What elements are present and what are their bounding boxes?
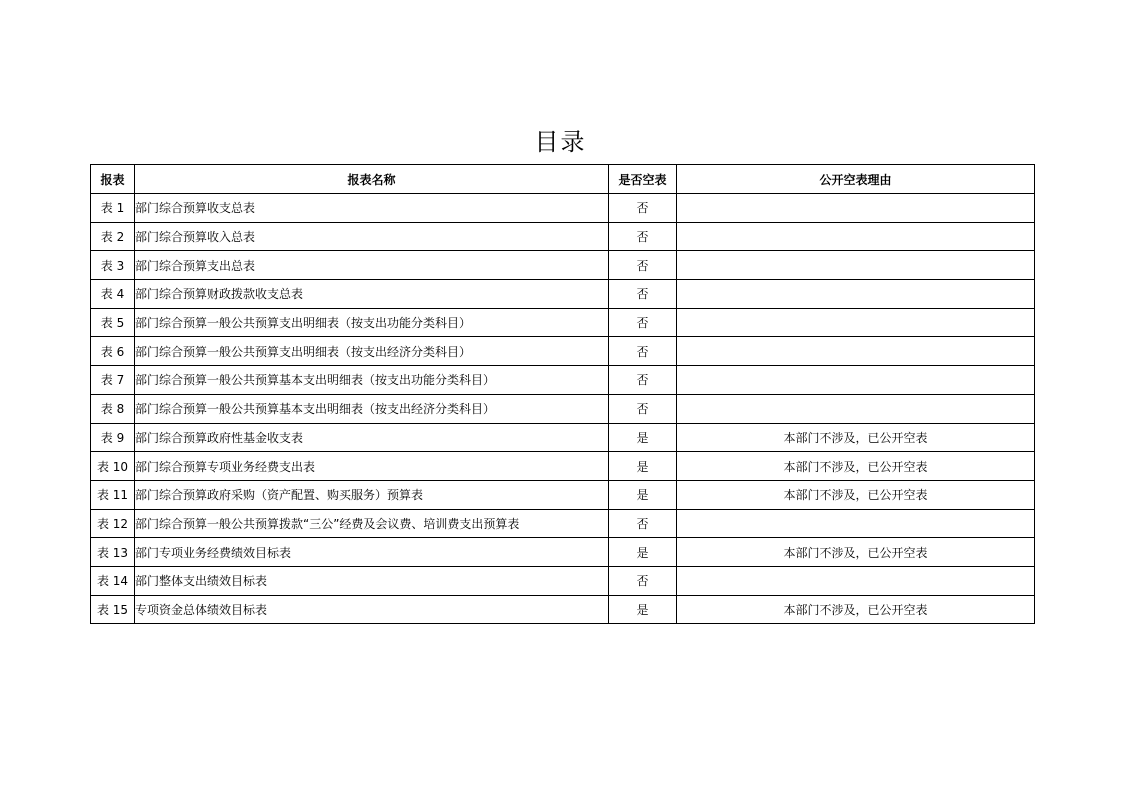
report-name-cell: 部门综合预算一般公共预算基本支出明细表（按支出经济分类科目） [135,394,609,423]
is-empty-cell: 否 [609,251,677,280]
empty-reason-cell [677,394,1035,423]
report-no-cell: 表 4 [91,280,135,309]
empty-reason-cell: 本部门不涉及，已公开空表 [677,423,1035,452]
empty-reason-cell [677,366,1035,395]
report-no-cell: 表 3 [91,251,135,280]
table-row [91,308,1035,337]
table-body [91,194,1035,624]
empty-reason-cell [677,566,1035,595]
report-no-cell: 表 8 [91,394,135,423]
empty-reason-cell [677,509,1035,538]
header-report-name: 报表名称 [135,165,609,194]
report-name-cell: 部门综合预算一般公共预算支出明细表（按支出经济分类科目） [135,337,609,366]
empty-reason-cell [677,222,1035,251]
is-empty-cell: 否 [609,194,677,223]
report-name-cell: 部门综合预算收入总表 [135,222,609,251]
is-empty-cell: 否 [609,280,677,309]
table-row [91,452,1035,481]
report-name-cell: 部门综合预算政府采购（资产配置、购买服务）预算表 [135,480,609,509]
table-row [91,538,1035,567]
empty-reason-cell [677,308,1035,337]
is-empty-cell: 是 [609,538,677,567]
table-row [91,394,1035,423]
table-row [91,566,1035,595]
is-empty-cell: 否 [609,222,677,251]
report-no-cell: 表 6 [91,337,135,366]
empty-reason-cell [677,251,1035,280]
report-no-cell: 表 1 [91,194,135,223]
table-row [91,366,1035,395]
table-row [91,423,1035,452]
is-empty-cell: 否 [609,308,677,337]
table-row [91,337,1035,366]
header-is-empty: 是否空表 [609,165,677,194]
is-empty-cell: 是 [609,452,677,481]
is-empty-cell: 否 [609,566,677,595]
report-no-cell: 表 2 [91,222,135,251]
report-no-cell: 表 7 [91,366,135,395]
empty-reason-cell: 本部门不涉及，已公开空表 [677,480,1035,509]
report-no-cell: 表 13 [91,538,135,567]
is-empty-cell: 否 [609,394,677,423]
table-header-row [91,165,1035,194]
is-empty-cell: 是 [609,423,677,452]
report-no-cell: 表 11 [91,480,135,509]
empty-reason-cell: 本部门不涉及，已公开空表 [677,452,1035,481]
report-name-cell: 部门综合预算收支总表 [135,194,609,223]
report-name-cell: 部门专项业务经费绩效目标表 [135,538,609,567]
report-no-cell: 表 9 [91,423,135,452]
report-name-cell: 部门整体支出绩效目标表 [135,566,609,595]
page-title: 目录 [534,128,587,156]
table-row [91,222,1035,251]
report-name-cell: 部门综合预算一般公共预算支出明细表（按支出功能分类科目） [135,308,609,337]
empty-reason-cell: 本部门不涉及，已公开空表 [677,538,1035,567]
is-empty-cell: 是 [609,595,677,624]
is-empty-cell: 否 [609,366,677,395]
empty-reason-cell [677,280,1035,309]
report-no-cell: 表 12 [91,509,135,538]
report-name-cell: 专项资金总体绩效目标表 [135,595,609,624]
empty-reason-cell [677,194,1035,223]
is-empty-cell: 是 [609,480,677,509]
report-name-cell: 部门综合预算一般公共预算拨款“三公”经费及会议费、培训费支出预算表 [135,509,609,538]
header-empty-reason: 公开空表理由 [677,165,1035,194]
table-row [91,194,1035,223]
report-name-cell: 部门综合预算一般公共预算基本支出明细表（按支出功能分类科目） [135,366,609,395]
table-row [91,280,1035,309]
report-no-cell: 表 14 [91,566,135,595]
report-name-cell: 部门综合预算财政拨款收支总表 [135,280,609,309]
report-name-cell: 部门综合预算政府性基金收支表 [135,423,609,452]
table-row [91,595,1035,624]
table-row [91,509,1035,538]
empty-reason-cell [677,337,1035,366]
report-name-cell: 部门综合预算专项业务经费支出表 [135,452,609,481]
is-empty-cell: 否 [609,337,677,366]
table-row [91,480,1035,509]
empty-reason-cell: 本部门不涉及，已公开空表 [677,595,1035,624]
report-no-cell: 表 15 [91,595,135,624]
report-name-cell: 部门综合预算支出总表 [135,251,609,280]
report-no-cell: 表 10 [91,452,135,481]
toc-table [90,164,1035,624]
table-row [91,251,1035,280]
is-empty-cell: 否 [609,509,677,538]
report-no-cell: 表 5 [91,308,135,337]
header-report-no: 报表 [91,165,135,194]
